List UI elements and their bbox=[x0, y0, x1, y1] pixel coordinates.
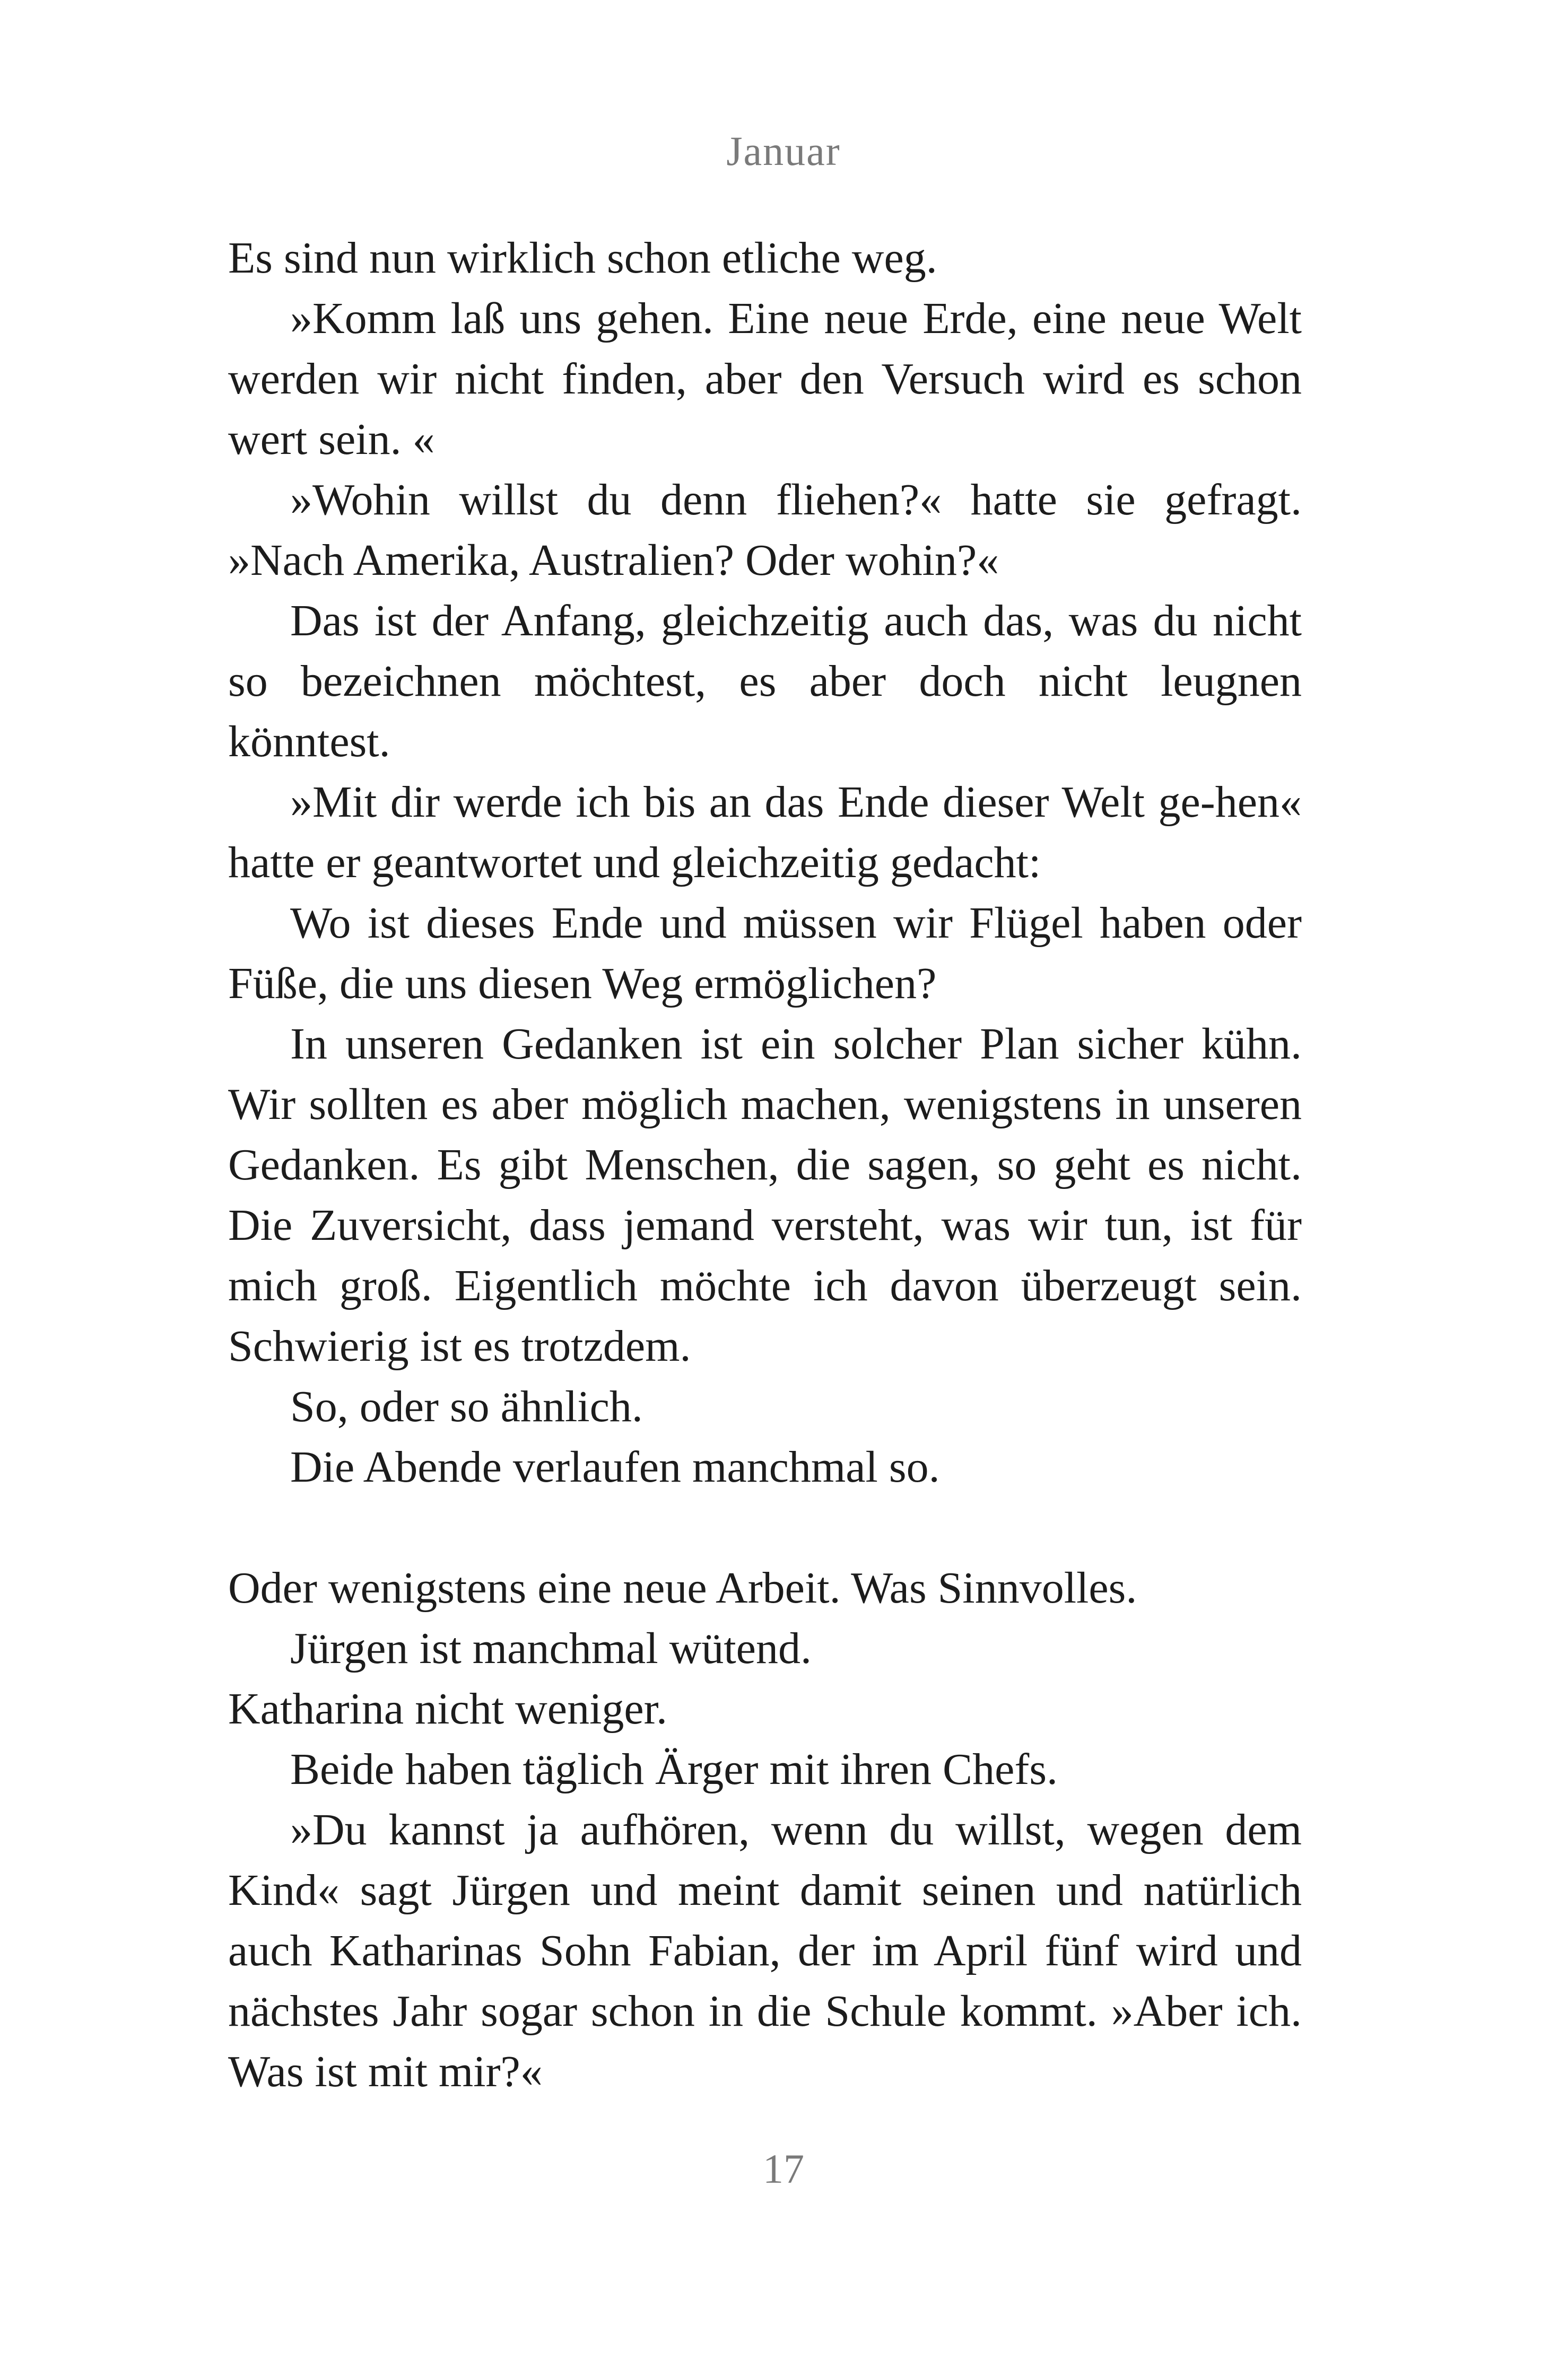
paragraph: »Komm laß uns gehen. Eine neue Erde, eine neue Welt werden wir nicht finden, aber den Versuch wird es schon wert sein. « bbox=[228, 294, 1302, 464]
paragraph: »Wohin willst du denn fliehen?« hatte sie gefragt. »Nach Amerika, Australien? Oder wohin?« bbox=[228, 475, 1302, 585]
paragraph: Jürgen ist manchmal wütend. bbox=[290, 1624, 812, 1673]
section-break bbox=[228, 1498, 1302, 1558]
paragraph: Es sind nun wirklich schon etliche weg. bbox=[228, 233, 937, 283]
body-text bbox=[228, 228, 1302, 2102]
paragraph: In unseren Gedanken ist ein solcher Plan sicher kühn. Wir sollten es aber möglich machen, wenigstens in unseren Gedanken. Es gibt Menschen, die sagen, so geht es nicht. Die Zuversicht, dass jemand versteht, was wir tun, ist für mich groß. Eigentlich möchte ich davon überzeugt sein. Schwierig ist es trotzdem. bbox=[228, 1019, 1302, 1371]
running-head: Januar bbox=[726, 128, 841, 174]
page-number: 17 bbox=[763, 2146, 804, 2192]
paragraph: Die Abende verlaufen manchmal so. bbox=[290, 1442, 940, 1492]
paragraph: Beide haben täglich Ärger mit ihren Chefs. bbox=[290, 1745, 1058, 1794]
paragraph: Das ist der Anfang, gleichzeitig auch das, was du nicht so bezeichnen möchtest, es aber doch nicht leugnen könntest. bbox=[228, 596, 1302, 766]
paragraph: »Mit dir werde ich bis an das Ende dieser Welt ge-hen« hatte er geantwortet und gleichzeitig gedacht: bbox=[228, 777, 1302, 887]
paragraph: Oder wenigstens eine neue Arbeit. Was Sinnvolles. bbox=[228, 1563, 1137, 1613]
paragraph: Katharina nicht weniger. bbox=[228, 1684, 668, 1734]
paragraph: Wo ist dieses Ende und müssen wir Flügel haben oder Füße, die uns diesen Weg ermöglichen? bbox=[228, 898, 1302, 1008]
paragraph: »Du kannst ja aufhören, wenn du willst, wegen dem Kind« sagt Jürgen und meint damit seinen und natürlich auch Katharinas Sohn Fabian, der im April fünf wird und nächstes Jahr sogar schon in die Schule kommt. »Aber ich. Was ist mit mir?« bbox=[228, 1805, 1302, 2096]
paragraph: So, oder so ähnlich. bbox=[290, 1382, 643, 1431]
